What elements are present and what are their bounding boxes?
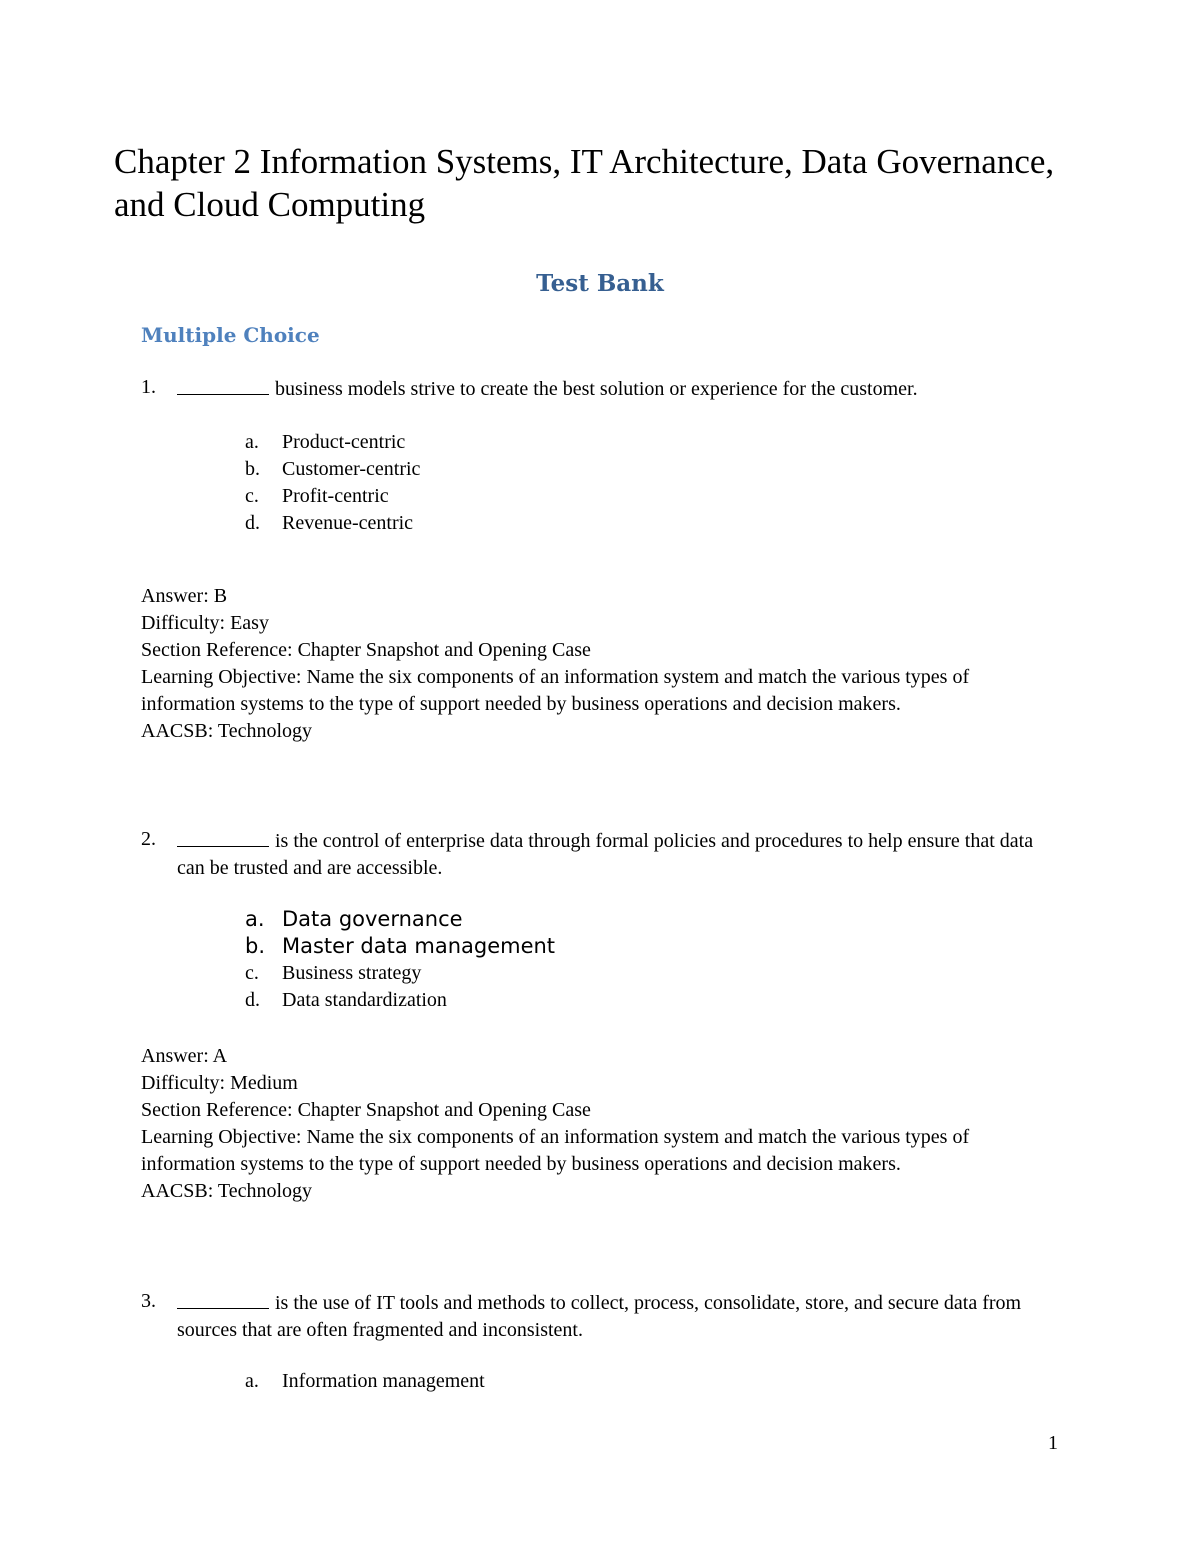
option-text: Data standardization: [282, 989, 447, 1011]
aacsb-line: AACSB: Technology: [141, 1180, 313, 1202]
test-bank-heading: Test Bank: [536, 270, 664, 297]
question-1: [141, 374, 1061, 403]
option-letter: a.: [245, 431, 259, 453]
option-letter: a.: [245, 1370, 259, 1392]
option-a: [245, 1368, 485, 1395]
question-2-options: [245, 906, 555, 1014]
option-d: [245, 987, 555, 1014]
answer-line: Answer: B: [141, 585, 228, 607]
option-text: Data governance: [282, 907, 463, 931]
option-text: Customer-centric: [282, 458, 421, 480]
option-text: Revenue-centric: [282, 512, 414, 534]
option-b: [245, 456, 420, 483]
document-title: Chapter 2 Information Systems, IT Architecture, Data Governance, and Cloud Computing: [114, 142, 1055, 224]
option-text: Information management: [282, 1370, 485, 1392]
option-letter: b.: [245, 458, 260, 480]
difficulty-line: Difficulty: Medium: [141, 1072, 298, 1094]
question-1-options: [245, 429, 420, 537]
answer-blank: [177, 826, 269, 847]
option-a: [245, 906, 555, 933]
option-text: Master data management: [282, 934, 556, 958]
difficulty-line: Difficulty: Easy: [141, 612, 269, 634]
section-reference-line: Section Reference: Chapter Snapshot and Opening Case: [141, 1099, 591, 1121]
option-d: [245, 510, 420, 537]
question-2: [141, 826, 1061, 882]
option-c: [245, 483, 420, 510]
answer-line: Answer: A: [141, 1045, 228, 1067]
option-letter: b.: [245, 934, 266, 958]
option-b: [245, 933, 555, 960]
question-3-options: [245, 1368, 485, 1395]
learning-objective-line: Learning Objective: Name the six components of an information system and match the various types of information systems to the type of support needed by business operations and decision makers.: [141, 1126, 970, 1175]
question-stem: [177, 826, 1061, 882]
question-2-metadata: [141, 1043, 1051, 1205]
option-letter: a.: [245, 907, 265, 931]
question-stem: [177, 1288, 1061, 1344]
option-letter: c.: [245, 962, 259, 984]
question-number: 3.: [141, 1290, 156, 1312]
question-text: is the use of IT tools and methods to collect, process, consolidate, store, and secure data from sources that are often fragmented and inconsistent.: [177, 1292, 1022, 1341]
option-c: [245, 960, 555, 987]
page-number: 1: [1048, 1432, 1058, 1454]
question-text: is the control of enterprise data through formal policies and procedures to help ensure that data can be trusted and are accessible.: [177, 830, 1034, 879]
answer-blank: [177, 1288, 269, 1309]
section-reference-line: Section Reference: Chapter Snapshot and Opening Case: [141, 639, 591, 661]
option-letter: d.: [245, 989, 260, 1011]
question-number: 2.: [141, 828, 156, 850]
question-3: [141, 1288, 1061, 1344]
option-a: [245, 429, 420, 456]
question-number: 1.: [141, 376, 156, 398]
option-letter: d.: [245, 512, 260, 534]
option-text: Profit-centric: [282, 485, 389, 507]
question-stem: [177, 374, 1061, 403]
aacsb-line: AACSB: Technology: [141, 720, 313, 742]
multiple-choice-heading: Multiple Choice: [141, 323, 320, 347]
option-text: Business strategy: [282, 962, 422, 984]
option-letter: c.: [245, 485, 259, 507]
question-text: business models strive to create the best solution or experience for the customer.: [275, 378, 918, 400]
option-text: Product-centric: [282, 431, 406, 453]
learning-objective-line: Learning Objective: Name the six components of an information system and match the various types of information systems to the type of support needed by business operations and decision makers.: [141, 666, 970, 715]
question-1-metadata: [141, 583, 1051, 745]
answer-blank: [177, 374, 269, 395]
